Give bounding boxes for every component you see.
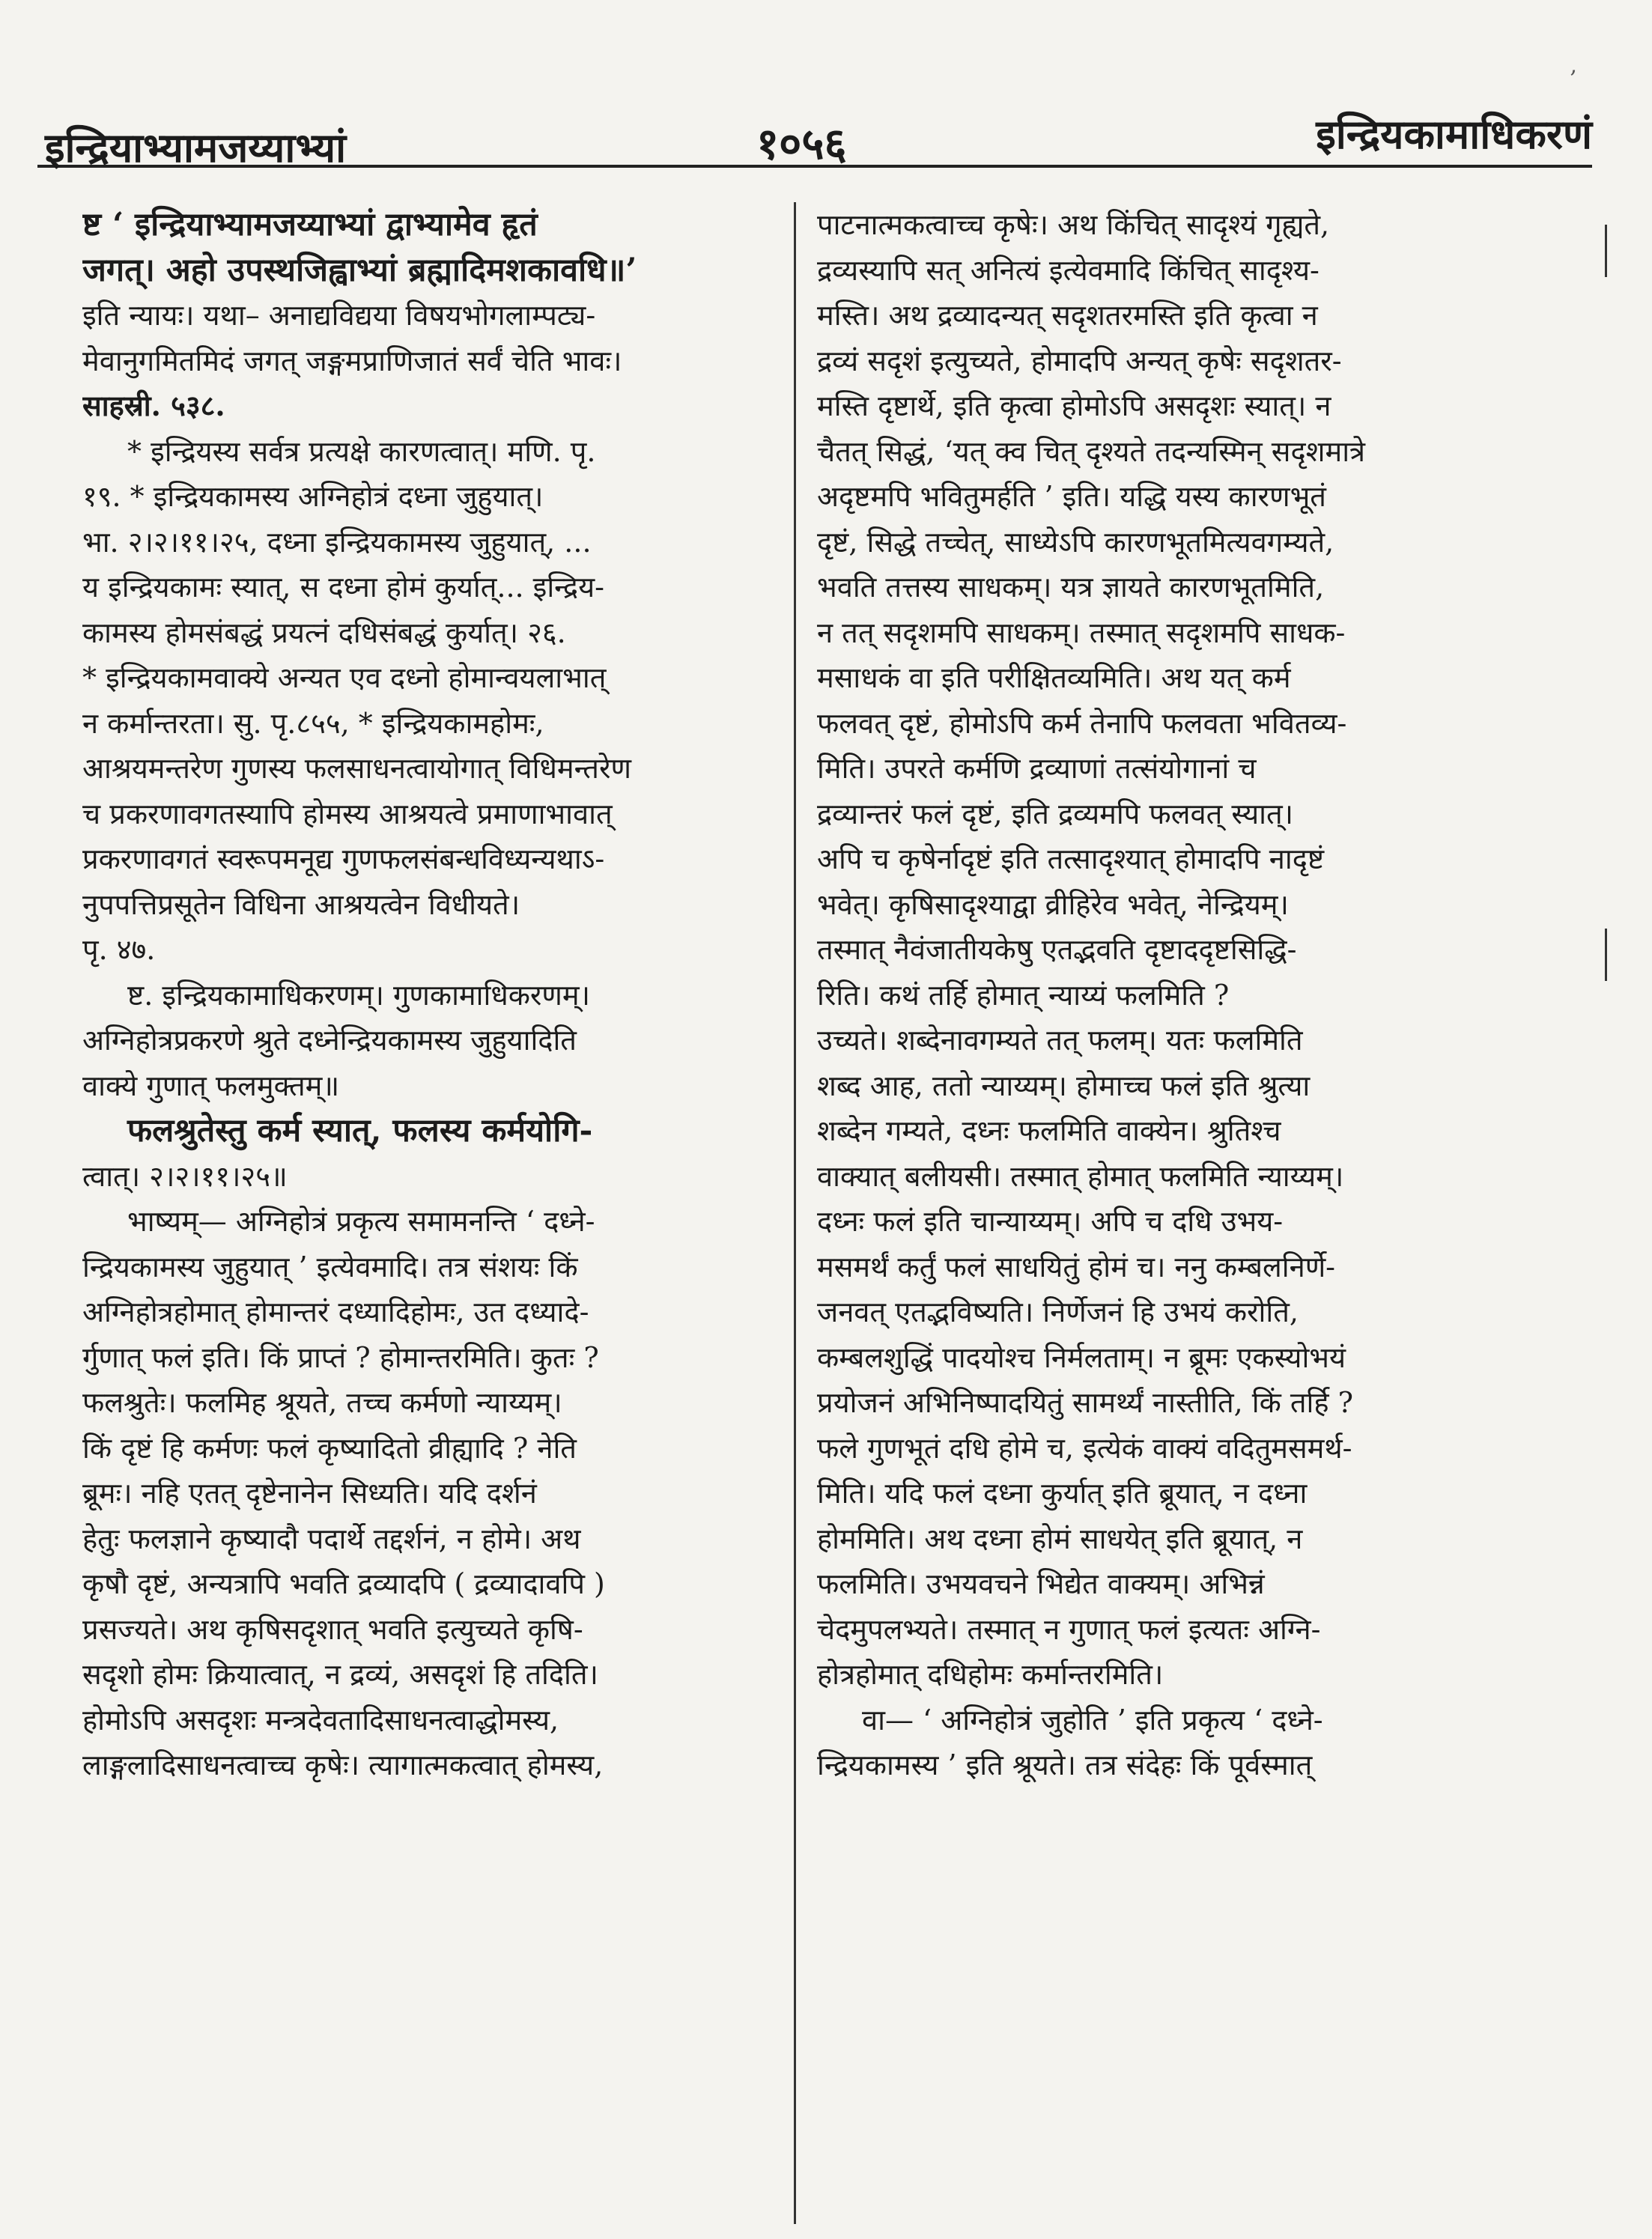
text-line: मिति। यदि फलं दध्ना कुर्यात् इति ब्रूयात्, न दध्ना [817,1477,1308,1510]
text-line: होममिति। अथ दध्ना होमं साधयेत् इति ब्रूयात्, न [817,1522,1303,1555]
text-line: दृष्टं, सिद्धे तच्चेत्, साध्येऽपि कारणभूतमित्यवगम्यते, [817,525,1334,559]
text-line: दध्नः फलं इति चान्याय्यम्। अपि च दधि उभय- [817,1205,1284,1238]
text-line: द्रव्यस्यापि सत् अनित्यं इत्येवमादि किंचित् सादृश्य- [817,253,1320,287]
text-line: द्रव्यं सदृशं इत्युच्यते, होमादपि अन्यत् कृषेः सदृशतर- [817,344,1342,377]
stray-mark: , [1570,52,1577,79]
text-line: नुपपत्तिप्रसूतेन विधिना आश्रयत्वेन विधीयते। [82,887,520,921]
text-line: न तत् सदृशमपि साधकम्। तस्मात् सदृशमपि साधक- [817,616,1346,649]
text-line: वाक्यात् बलीयसी। तस्मात् होमात् फलमिति न्याय्यम्। [817,1159,1344,1193]
text-line: मसमर्थं कर्तुं फलं साधयितुं होमं च। ननु कम्बलनिर्णे- [817,1250,1336,1283]
text-line: * इन्द्रियकामवाक्ये अन्यत एव दध्नो होमान्वयलाभात् [82,661,607,694]
text-line: य इन्द्रियकामः स्यात्, स दध्ना होमं कुर्यात्... इन्द्रिय- [82,571,604,604]
margin-tick [1605,929,1607,981]
text-line: अदृष्टमपि भवितुमर्हति ’ इति। यद्धि यस्य कारणभूतं [817,480,1326,513]
text-line: ब्रूमः। नहि एतत् दृष्टेनानेन सिध्यति। यदि दर्शनं [82,1477,537,1510]
text-line: अपि च कृषेर्नादृष्टं इति तत्सादृश्यात् होमादपि नादृष्टं [817,842,1325,875]
text-line: हेतुः फलज्ञाने कृष्यादौ पदार्थे तद्दर्शनं, न होमे। अथ [82,1522,581,1555]
text-line: फलश्रुतेस्तु कर्म स्यात्, फलस्य कर्मयोगि- [127,1112,593,1149]
left-column [82,202,786,2224]
text-line: मिति। उपरते कर्मणि द्रव्याणां तत्संयोगानां च [817,752,1257,785]
margin-tick [1605,225,1607,277]
page-header [37,97,1592,171]
text-line: मस्ति दृष्टार्थे, इति कृत्वा होमोऽपि असदृशः स्यात्। न [817,389,1331,422]
text-line: * इन्द्रियस्य सर्वत्र प्रत्यक्षे कारणत्वात्। मणि. पृ. [127,434,596,468]
text-line: प्रकरणावगतं स्वरूपमनूद्य गुणफलसंबन्धविध्यन्यथाऽ- [82,842,605,875]
text-line: अग्निहोत्रप्रकरणे श्रुते दध्नेन्द्रियकामस्य जुहुयादिति [82,1024,577,1057]
text-line: फले गुणभूतं दधि होमे च, इत्येकं वाक्यं वदितुमसमर्थ- [817,1431,1352,1465]
header-right-title: इन्द्रियकामाधिकरणं [1316,110,1592,158]
text-line: वाक्ये गुणात् फलमुक्तम्॥ [82,1069,340,1102]
text-line: ष्ट ‘ इन्द्रियाभ्यामजय्याभ्यां द्वाभ्यामेव हृतं [82,206,538,243]
text-line: शब्देन गम्यते, दध्नः फलमिति वाक्येन। श्रुतिश्च [817,1114,1281,1147]
text-line: कृषौ दृष्टं, अन्यत्रापि भवति द्रव्यादपि ( द्रव्यादावपि ) [82,1567,605,1600]
text-line: मस्ति। अथ द्रव्यादन्यत् सदृशतरमस्ति इति कृत्वा न [817,299,1318,332]
page-number: १०५६ [756,118,847,169]
text-line: कामस्य होमसंबद्धं प्रयत्नं दधिसंबद्धं कुर्यात्। २६. [82,616,566,649]
text-line: चैतत् सिद्धं, ‘यत् क्व चित् दृश्यते तदन्यस्मिन् सदृशमात्रे [817,434,1366,468]
text-line: चेदमुपलभ्यते। तस्मात् न गुणात् फलं इत्यतः अग्नि- [817,1612,1321,1646]
text-line: मसाधकं वा इति परीक्षितव्यमिति। अथ यत् कर्म [817,661,1291,694]
text-line: आश्रयमन्तरेण गुणस्य फलसाधनत्वायोगात् विधिमन्तरेण [82,752,631,785]
text-line: वा— ‘ अग्निहोत्रं जुहोति ’ इति प्रकृत्य ‘ दध्ने- [862,1703,1323,1737]
text-line: भवेत्। कृषिसादृश्याद्वा व्रीहिरेव भवेत्, नेन्द्रियम्। [817,887,1289,921]
text-line: मेवानुगमितमिदं जगत् जङ्गमप्राणिजातं सर्वं चेति भावः। [82,344,622,377]
text-line: लाङ्गलादिसाधनत्वाच्च कृषेः। त्यागात्मकत्वात् होमस्य, [82,1749,604,1781]
text-line: फलमिति। उभयवचने भिद्येत वाक्यम्। अभिन्नं [817,1567,1265,1600]
text-line: सदृशो होमः क्रियात्वात्, न द्रव्यं, असदृशं हि तदिति। [82,1658,598,1691]
text-line: पाटनात्मकत्वाच्च कृषेः। अथ किंचित् सादृश्यं गृह्यते, [817,208,1330,241]
text-line: होमोऽपि असदृशः मन्त्रदेवतादिसाधनत्वाद्धोमस्य, [82,1703,559,1737]
text-line: जनवत् एतद्भविष्यति। निर्णेजनं हि उभयं करोति, [817,1295,1299,1328]
text-line: र्गुणात् फलं इति। किं प्राप्तं ? होमान्तरमिति। कुतः ? [82,1340,599,1374]
text-line: भवति तत्तस्य साधकम्। यत्र ज्ञायते कारणभूतमिति, [817,571,1325,604]
text-line: त्वात्। २।२।११।२५॥ [82,1159,288,1193]
text-line: न्द्रियकामस्य जुहुयात् ’ इत्येवमादि। तत्र संशयः किं [82,1250,578,1283]
text-line: न्द्रियकामस्य ’ इति श्रूयते। तत्र संदेहः किं पूर्वस्मात् [817,1749,1313,1781]
text-line: न कर्मान्तरता। सु. पृ.८५५, * इन्द्रियकामहोमः, [82,706,544,740]
text-line: होत्रहोमात् दधिहोमः कर्मान्तरमिति। [817,1658,1164,1691]
text-line: पृ. ४७. [82,933,156,966]
text-line: ष्ट. इन्द्रियकामाधिकरणम्। गुणकामाधिकरणम्। [127,978,591,1012]
text-line: प्रसज्यते। अथ कृषिसदृशात् भवति इत्युच्यते कृषि- [82,1612,583,1646]
text-line: द्रव्यान्तरं फलं दृष्टं, इति द्रव्यमपि फलवत् स्यात्। [817,797,1294,830]
text-line: अग्निहोत्रहोमात् होमान्तरं दध्यादिहोमः, उत दध्यादे- [82,1295,589,1328]
text-line: कम्बलशुद्धिं पादयोश्च निर्मलताम्। न ब्रूमः एकस्योभयं [817,1340,1346,1374]
text-line: किं दृष्टं हि कर्मणः फलं कृष्यादितो व्रीह्यादि ? नेति [82,1431,577,1465]
text-line: च प्रकरणावगतस्यापि होमस्य आश्रयत्वे प्रमाणाभावात् [82,797,613,830]
text-line: इति न्यायः। यथा– अनाद्यविद्यया विषयभोगलाम्पट्य- [82,299,596,332]
text-line: साहस्री. ५३८. [82,389,225,422]
text-line: शब्द आह, ततो न्याय्यम्। होमाच्च फलं इति श्रुत्या [817,1069,1311,1102]
text-line: १९. * इन्द्रियकामस्य अग्निहोत्रं दध्ना जुहुयात्। [82,480,544,513]
text-line: उच्यते। शब्देनावगम्यते तत् फलम्। यतः फलमिति [817,1024,1303,1057]
text-line: फलवत् दृष्टं, होमोऽपि कर्म तेनापि फलवता भवितव्य- [817,706,1347,740]
right-column [794,202,1543,2224]
text-line: जगत्। अहो उपस्थजिह्वाभ्यां ब्रह्मादिमशकावधि॥’ [82,251,637,289]
text-line: प्रयोजनं अभिनिष्पादयितुं सामर्थ्यं नास्तीति, किं तर्हि ? [817,1386,1354,1419]
header-left-title: इन्द्रियाभ्यामजय्याभ्यां [45,124,347,171]
text-line: तस्मात् नैवंजातीयकेषु एतद्भवति दृष्टाददृष्टसिद्धि- [817,933,1297,966]
text-line: भाष्यम्— अग्निहोत्रं प्रकृत्य समामनन्ति ‘ दध्ने- [127,1205,595,1238]
text-line: भा. २।२।११।२५, दध्ना इन्द्रियकामस्य जुहुयात्, ... [82,525,592,559]
text-line: रिति। कथं तर्हि होमात् न्याय्यं फलमिति ? [817,978,1230,1012]
text-line: फलश्रुतेः। फलमिह श्रूयते, तच्च कर्मणो न्याय्यम्। [82,1386,562,1419]
